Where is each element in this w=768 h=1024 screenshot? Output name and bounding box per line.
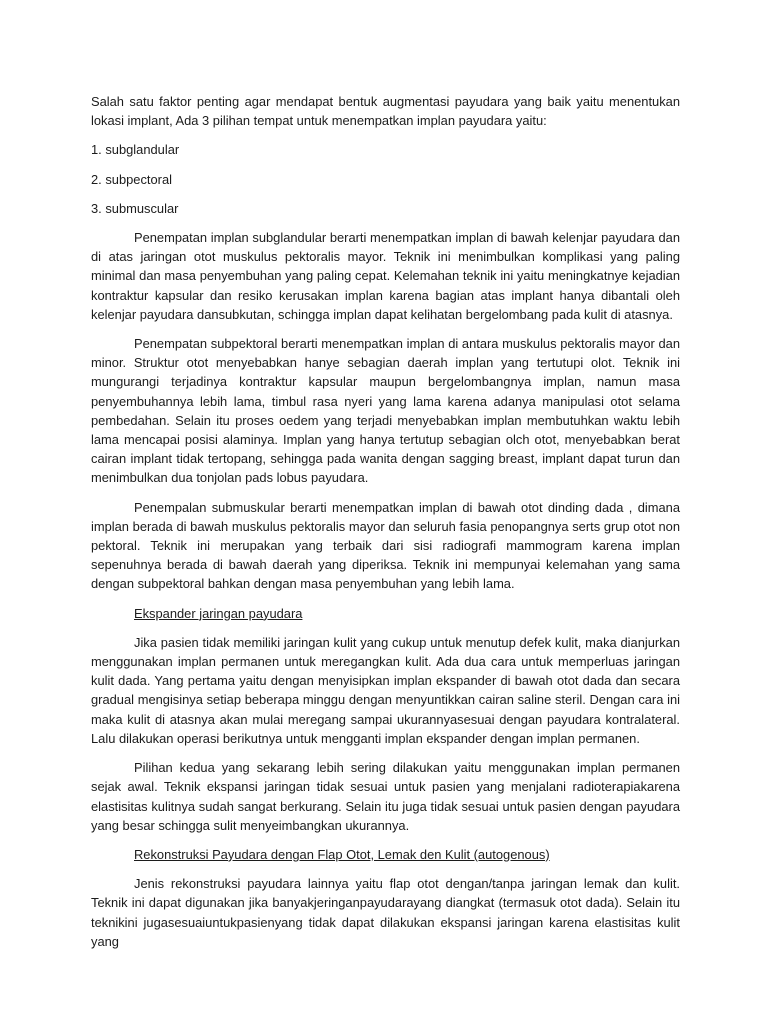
- list-item-subpectoral: 2. subpectoral: [91, 171, 172, 187]
- paragraph-ekspander-1: Jika pasien tidak memiliki jaringan kulit yang cukup untuk menutup defek kulit, maka dianjurkan menggunakan implan permanen untuk meregangkan kulit. Ada dua cara untuk memperluas jaringan kulit dada. Yang pertama yaitu dengan menyisipkan implan ekspander di bawah otot dada dan secara gradual mengisinya setiap beberapa minggu dengan menyuntikkan cairan saline steril. Dengan cara ini maka kulit di atasnya akan mulai meregang sampai ukurannyasesuai dengan payudara kontralateral. Lalu dilakukan operasi berikutnya untuk mengganti implan ekspander dengan implan permanen.: [91, 634, 680, 746]
- intro-paragraph: Salah satu faktor penting agar mendapat bentuk augmentasi payudara yang baik yaitu menentukan lokasi implant, Ada 3 pilihan tempat untuk menempatkan implan payudara yaitu:: [91, 94, 680, 129]
- section-heading-ekspander: Ekspander jaringan payudara: [134, 605, 303, 621]
- paragraph-rekonstruksi: Jenis rekonstruksi payudara lainnya yaitu flap otot dengan/tanpa jaringan lemak dan kulit. Teknik ini dapat digunakan jika banyakjeringanpayudarayang diangkat (termasuk otot dada). Selain itu teknikini jugasesuaiuntukpasienyang tidak dapat dilakukan ekspansi jaringan karena elastisitas kulit yang: [91, 876, 680, 949]
- paragraph-ekspander-2: Pilihan kedua yang sekarang lebih sering dilakukan yaitu menggunakan implan permanen sejak awal. Teknik ekspansi jaringan tidak sesuai untuk pasien yang menjalani radioterapiakarena elastisitas kulitnya sudah sangat berkurang. Selain itu juga tidak sesuai untuk pasien dengan payudara yang besar schingga sulit menyeimbangkan ukurannya.: [91, 760, 680, 833]
- paragraph-subpektoral: Penempatan subpektoral berarti menempatkan implan di antara muskulus pektoralis mayor dan minor. Struktur otot menyebabkan hanye sebagian daerah implan yang tertutupi olot. Teknik ini mungurangi terjadinya kontraktur kapsular maupun bergelombangnya implan, namun masa penyembuhannya lebih lama, timbul rasa nyeri yang lama karena adanya manipulasi otot selama pembedahan. Selain itu proses oedem yang terjadi menyebabkan implan membutuhkan waktu lebih lama mencapai posisi alaminya. Implan yang hanya tertutup sebagian olch otot, menyebabkan berat cairan implant tidak tertopang, sehingga pada wanita dengan sagging breast, implant dapat turun dan menimbulkan dua tonjolan pads lobus payudara.: [91, 336, 680, 486]
- list-item-submuscular: 3. submuscular: [91, 200, 179, 216]
- paragraph-submuskular: Penempalan submuskular berarti menempatkan implan di bawah otot dinding dada , dimana implan berada di bawah muskulus pektoralis mayor dan seluruh fasia penopangnya serts grup otot non pektoral. Teknik ini merupakan yang terbaik dari sisi radiografi mammogram karena implan sepenuhnya berada di bawah daerah yang diperiksa. Teknik ini mempunyai kelemahan yang sama dengan subpektoral bahkan dengan masa penyembuhan yang lebih lama.: [91, 499, 680, 592]
- list-item-subglandular: 1. subglandular: [91, 142, 180, 158]
- paragraph-subglandular: Penempatan implan subglandular berarti menempatkan implan di bawah kelenjar payudara dan di atas jaringan otot muskulus pektoralis mayor. Teknik ini menimbulkan komplikasi yang paling minimal dan masa penyembuhan yang paling cepat. Kelemahan teknik ini yaitu meningkatnye kejadian kontraktur kapsular dan resiko kerusakan implan karena bagian atas implant hanya dibantali oleh kelenjar payudara dansubkutan, schingga implan dapat kelihatan bergelombang pada kulit di atasnya.: [91, 230, 680, 322]
- section-heading-rekonstruksi: Rekonstruksi Payudara dengan Flap Otot, Lemak den Kulit (autogenous): [134, 846, 550, 862]
